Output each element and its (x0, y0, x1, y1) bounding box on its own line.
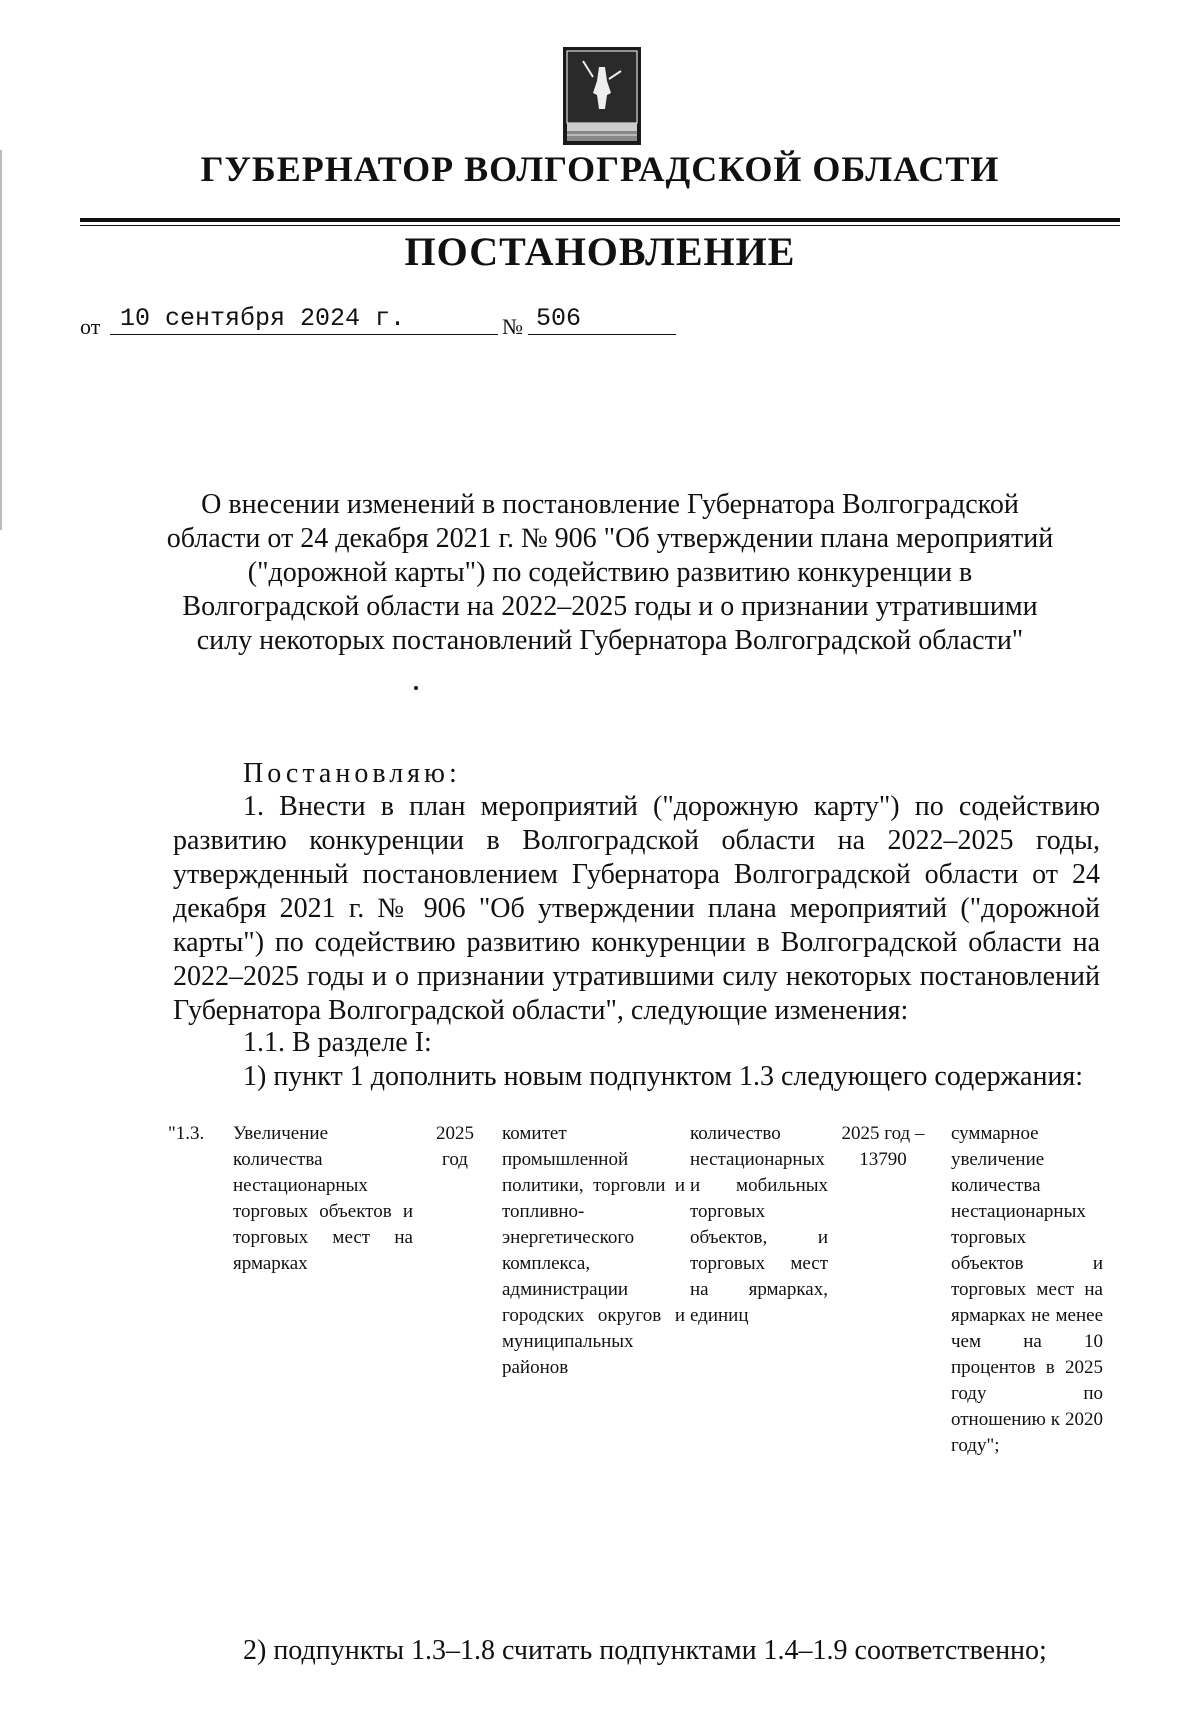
row-target-value: 2025 год – 13790 (841, 1123, 925, 1170)
coat-of-arms-emblem (563, 47, 641, 145)
number-label: № (502, 314, 523, 339)
issuing-authority: ГУБЕРНАТОР ВОЛГОГРАДСКОЙ ОБЛАСТИ (200, 149, 1000, 189)
sub-item-2: 2) подпункты 1.3–1.8 считать подпунктами 1.4–1.9 соответственно; (243, 1635, 1047, 1666)
document-number: 506 (528, 304, 676, 335)
row-number: "1.3. (168, 1123, 205, 1144)
document-type: ПОСТАНОВЛЕНИЕ (404, 229, 796, 274)
header-rule-thick (80, 218, 1120, 222)
header-rule-thin (80, 225, 1120, 226)
row-measure-name: Увеличение количества нестационарных торговых объектов и торговых мест на ярмарках (233, 1123, 413, 1274)
scan-edge-mark (0, 150, 2, 530)
row-indicator: количество нестационарных и мобильных торговых объектов, и торговых мест на ярмарках, единиц (690, 1123, 828, 1326)
stray-dot (414, 686, 418, 690)
item-1-paragraph (173, 790, 1100, 1028)
resolve-heading: Постановляю: (243, 758, 461, 789)
date-label: от (80, 314, 101, 339)
item-1-1: 1.1. В разделе I: (243, 1027, 432, 1058)
document-date: 10 сентября 2024 г. (110, 304, 498, 335)
row-responsible: комитет промышленной политики, торговли и топливно-энергетического комплекса, администрации городских округов и муниципальных районов (502, 1123, 685, 1378)
row-deadline: 2025 год (436, 1123, 474, 1170)
row-expected-result: суммарное увеличение количества нестационарных торговых объектов и торговых мест на ярмарках не менее чем на 10 процентов в 2025 году по отношению к 2020 году"; (951, 1123, 1103, 1456)
item-1-text: 1. Внести в план мероприятий ("дорожную карту") по содействию развитию конкуренции в Волгоградской области на 2022–2025 годы, утвержденный постановлением Губернатора Волгоградской области от 24 декабря 2021 г. № 906 "Об утверждении плана мероприятий ("дорожной карты") по содействию развитию конкуренции в Волгоградской области на 2022–2025 годы и о признании утратившими силу некоторых постановлений Губернатора Волгоградской области", следующие изменения: (173, 791, 1100, 1026)
sub-item-1: 1) пункт 1 дополнить новым подпунктом 1.3 следующего содержания: (243, 1061, 1084, 1092)
document-subject: О внесении изменений в постановление Губернатора Волгоградской области от 24 декабря 2021 г. № 906 "Об утверждении плана мероприятий ("дорожной карты") по содействию развитию конкуренции в Волгоградской области на 2022–2025 годы и о признании утратившими силу некоторых постановлений Губернатора Волгоградской области" (166, 489, 1054, 656)
